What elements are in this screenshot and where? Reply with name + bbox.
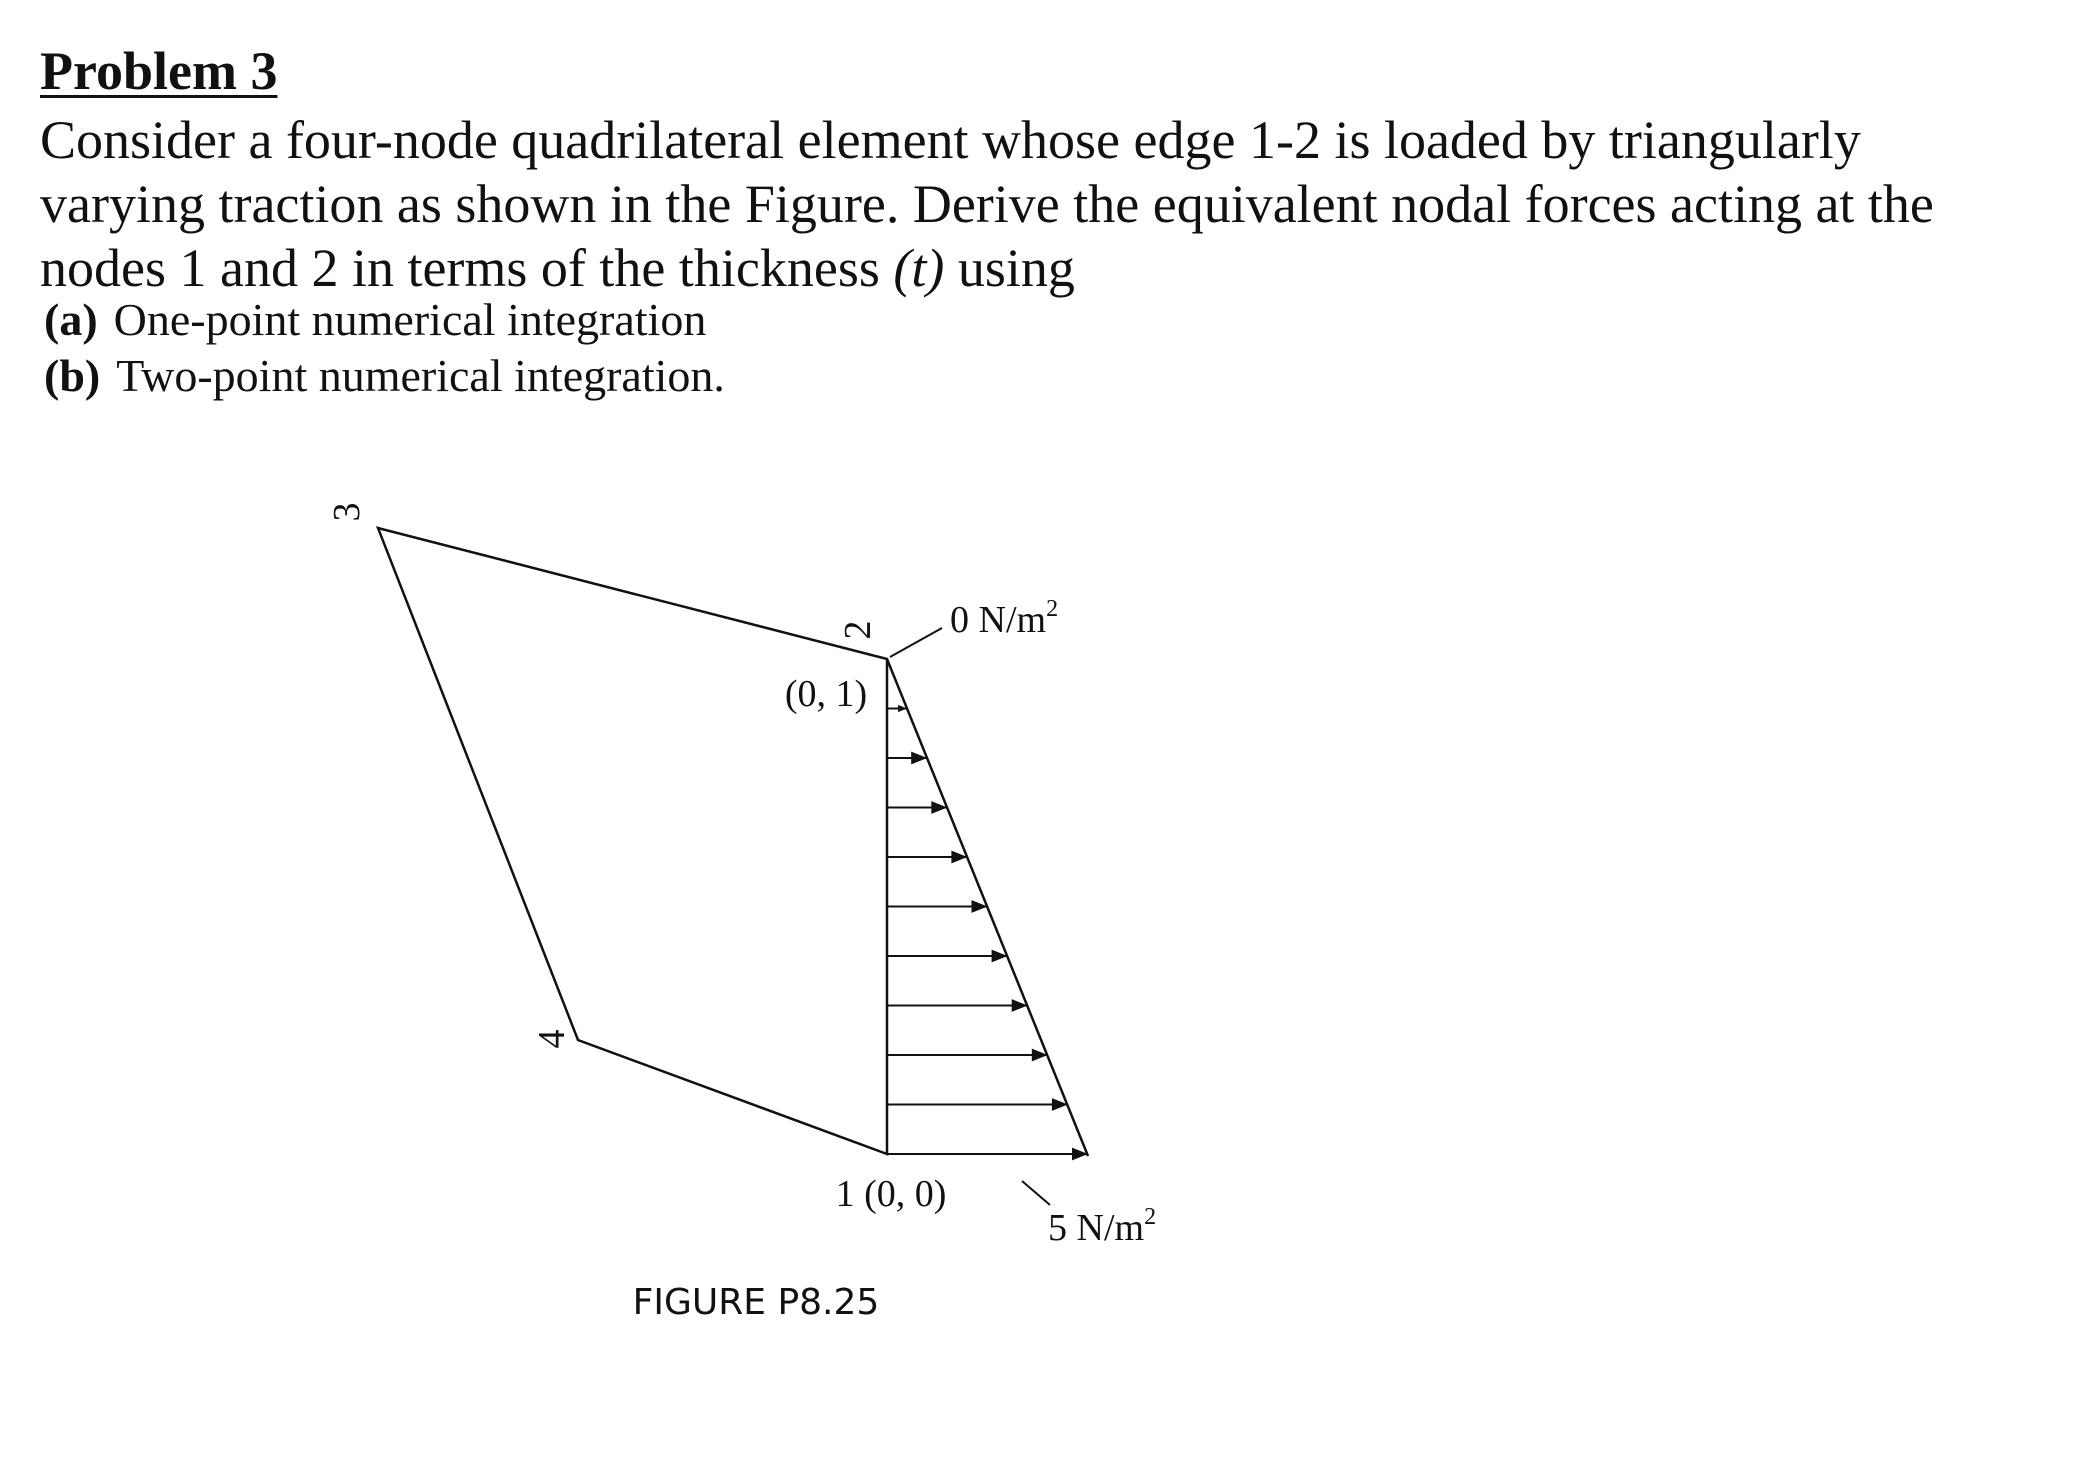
node-1-label: 1 (0, 0) bbox=[835, 1173, 947, 1215]
top-load-text: 0 N/m bbox=[950, 599, 1047, 641]
part-b-text: Two-point numerical integration. bbox=[116, 350, 725, 401]
top-load-exponent: 2 bbox=[1046, 596, 1059, 622]
statement-line-2: varying traction as shown in the Figure. Derive the equivalent nodal forces acting at the bbox=[40, 174, 1934, 234]
problem-title: Problem 3 bbox=[40, 41, 278, 101]
bottom-load-text: 5 N/m bbox=[1048, 1207, 1145, 1249]
figure-caption: FIGURE P8.25 bbox=[632, 1282, 880, 1323]
top-load-value bbox=[950, 596, 1058, 641]
top-load-leader bbox=[890, 628, 942, 657]
statement-line-3-text: nodes 1 and 2 in terms of the thickness bbox=[40, 238, 880, 298]
traction-arrows bbox=[887, 709, 1088, 1155]
part-b-tag: (b) bbox=[44, 350, 101, 401]
bottom-load-leader bbox=[1022, 1181, 1050, 1205]
bottom-load-exponent: 2 bbox=[1144, 1204, 1157, 1230]
node-2-coordinate: (0, 1) bbox=[784, 673, 868, 715]
statement-line-1: Consider a four-node quadrilateral element whose edge 1-2 is loaded by triangularly bbox=[40, 110, 1861, 170]
part-a-text: One-point numerical integration bbox=[113, 294, 707, 345]
thickness-symbol: (t) bbox=[893, 238, 945, 298]
node-3-label: 3 bbox=[326, 502, 368, 522]
bottom-load-value bbox=[1048, 1204, 1156, 1249]
part-a-tag: (a) bbox=[44, 294, 98, 345]
node-4-label: 4 bbox=[531, 1029, 573, 1049]
quadrilateral-element bbox=[378, 528, 887, 1154]
statement-line-3-end: using bbox=[957, 238, 1075, 298]
node-2-label: 2 bbox=[837, 620, 879, 640]
